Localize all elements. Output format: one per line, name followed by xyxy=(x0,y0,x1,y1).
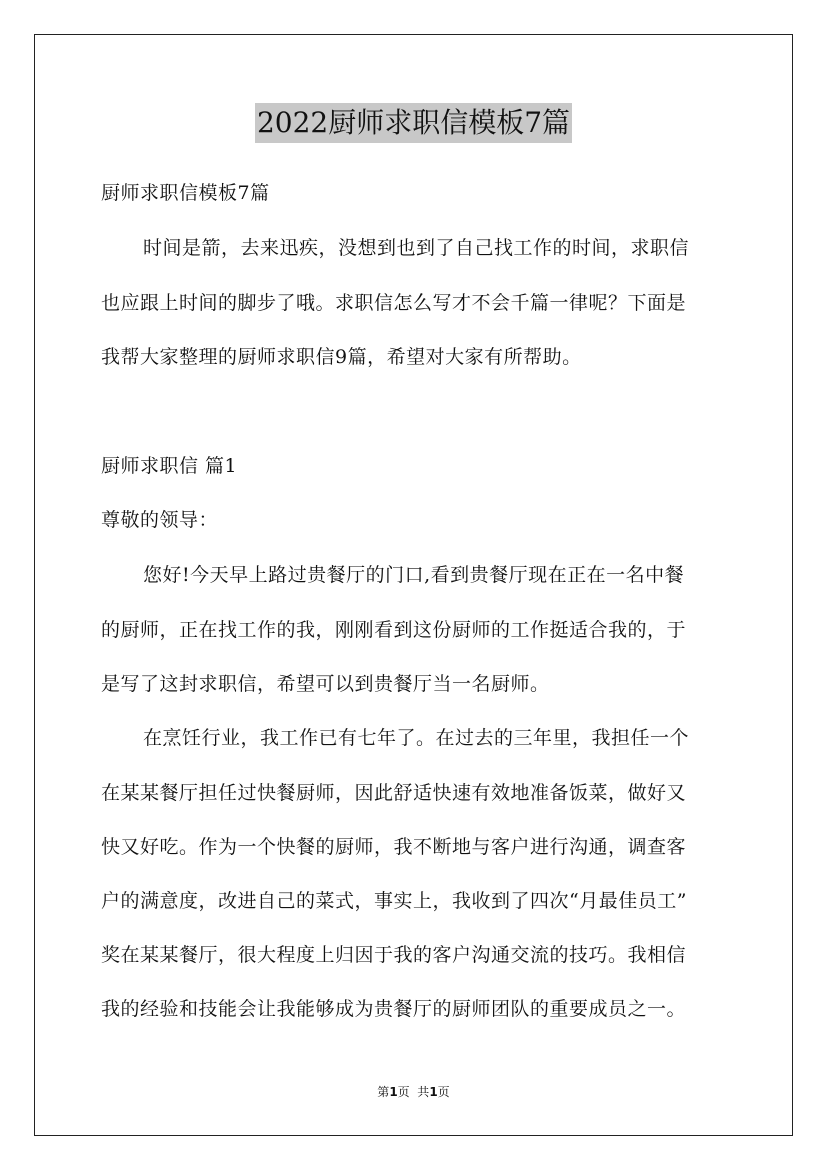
para1-line-2: 的厨师，正在找工作的我，刚刚看到这份厨师的工作挺适合我的，于 xyxy=(101,619,687,641)
para2-line-6: 我的经验和技能会让我能够成为贵餐厅的厨师团队的重要成员之一。 xyxy=(101,998,687,1020)
para2-line-1: 在烹饪行业，我工作已有七年了。在过去的三年里，我担任一个 xyxy=(143,727,690,749)
footer-mid: 页 共 xyxy=(397,1085,430,1099)
para1-line-3: 是写了这封求职信，希望可以到贵餐厅当一名厨师。 xyxy=(101,673,550,695)
document-title: 2022厨师求职信模板7篇 xyxy=(255,103,572,143)
intro-line-3: 我帮大家整理的厨师求职信9篇，希望对大家有所帮助。 xyxy=(101,346,582,368)
para2-line-5: 奖在某某餐厅，很大程度上归因于我的客户沟通交流的技巧。我相信 xyxy=(101,944,687,966)
section-heading: 厨师求职信 篇1 xyxy=(101,455,238,477)
page-footer xyxy=(0,1084,827,1100)
footer-page-total: 1 xyxy=(429,1085,438,1099)
intro-line-1: 时间是箭，去来迅疾，没想到也到了自己找工作的时间，求职信 xyxy=(143,237,690,259)
para2-line-2: 在某某餐厅担任过快餐厨师，因此舒适快速有效地准备饭菜，做好又 xyxy=(101,782,687,804)
para2-line-3: 快又好吃。作为一个快餐的厨师，我不断地与客户进行沟通，调查客 xyxy=(101,836,687,858)
para1-line-1: 您好!今天早上路过贵餐厅的门口,看到贵餐厅现在正在一名中餐 xyxy=(143,564,685,586)
document-subtitle: 厨师求职信模板7篇 xyxy=(101,182,270,204)
footer-prefix: 第 xyxy=(377,1085,390,1099)
intro-line-2: 也应跟上时间的脚步了哦。求职信怎么写才不会千篇一律呢？下面是 xyxy=(101,292,687,314)
para2-line-4: 户的满意度，改进自己的菜式，事实上，我收到了四次“月最佳员工” xyxy=(101,890,687,912)
footer-page-number: 1 xyxy=(389,1085,398,1099)
title-container xyxy=(0,103,827,143)
salutation: 尊敬的领导： xyxy=(101,509,219,531)
footer-suffix: 页 xyxy=(437,1085,450,1099)
